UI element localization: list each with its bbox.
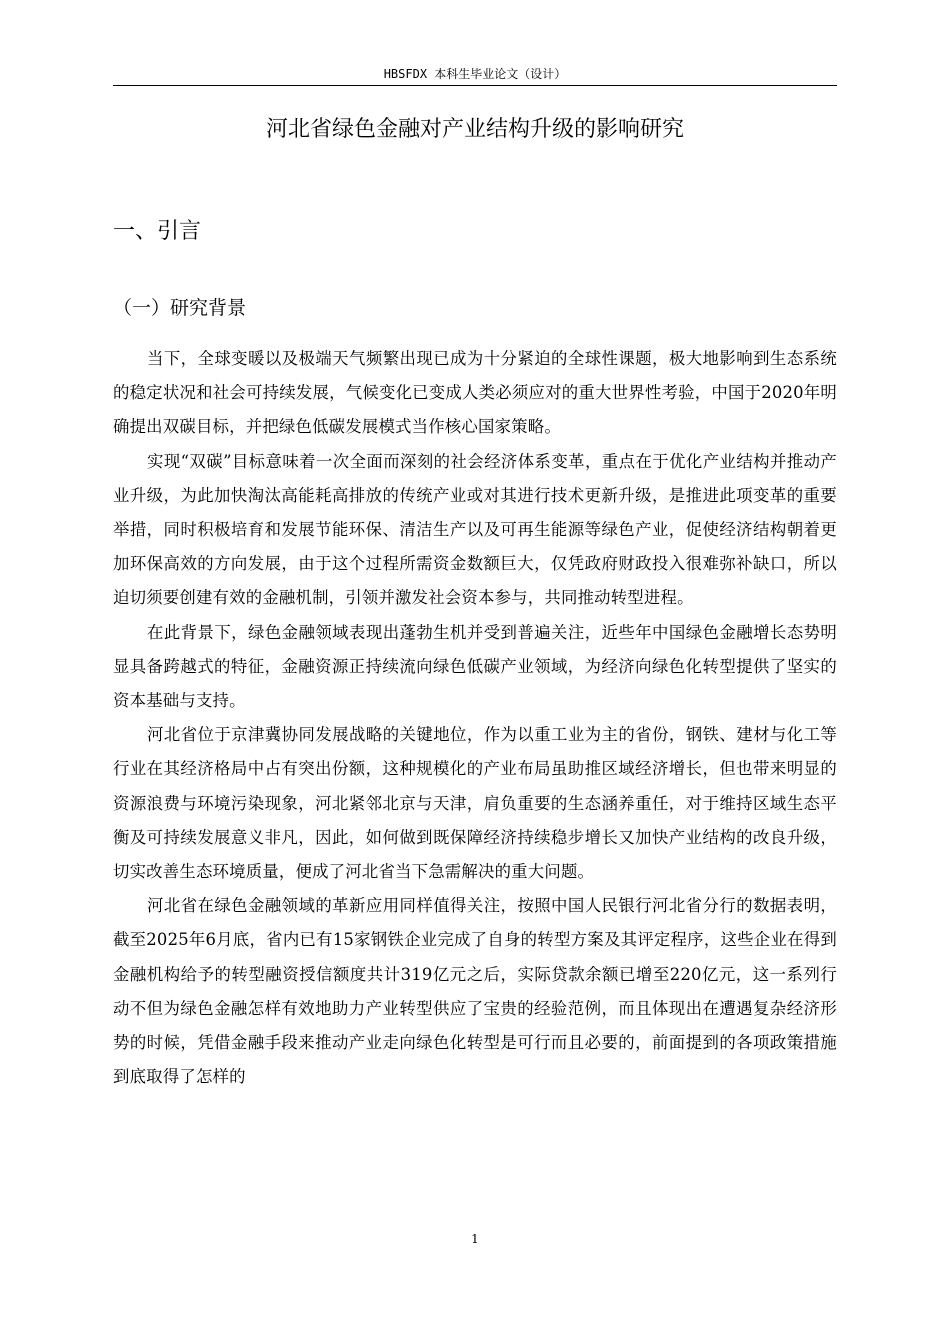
paragraph: 在此背景下，绿色金融领域表现出蓬勃生机并受到普遍关注，近些年中国绿色金融增长态势明显具备跨越式的特征，金融资源正持续流向绿色低碳产业领域，为经济向绿色化转型提供了坚实的资本基础与支持。 (113, 622, 837, 711)
paragraph: 河北省位于京津冀协同发展战略的关键地位，作为以重工业为主的省份，钢铁、建材与化工等行业在其经济格局中占有突出份额，这种规模化的产业布局虽助推区域经济增长，但也带来明显的资源浪费与环境污染现象，河北紧邻北京与天津，肩负重要的生态涵养重任，对于维持区域生态平衡及可持续发展意义非凡，因此，如何做到既保障经济持续稳步增长又加快产业结构的改良升级，切实改善生态环境质量，便成了河北省当下急需解决的重大问题。 (113, 725, 837, 882)
document-title: 河北省绿色金融对产业结构升级的影响研究 (265, 117, 684, 142)
running-header: HBSFDX 本科生毕业论文（设计） (383, 67, 567, 81)
page-number: 1 (471, 1232, 479, 1246)
paragraph: 河北省在绿色金融领域的革新应用同样值得关注，按照中国人民银行河北省分行的数据表明，截至2025年6月底，省内已有15家钢铁企业完成了自身的转型方案及其评定程序，这些企业在得到金融机构给予的转型融资授信额度共计319亿元之后，实际贷款余额已增至220亿元，这一系列行动不但为绿色金融怎样有效地助力产业转型供应了宝贵的经验范例，而且体现出在遭遇复杂经济形势的时候，凭借金融手段来推动产业走向绿色化转型是可行而且必要的，前面提到的各项政策措施到底取得了怎样的 (113, 896, 837, 1087)
section-heading: 一、引言 (113, 219, 202, 244)
paragraph: 实现“双碳”目标意味着一次全面而深刻的社会经济体系变革，重点在于优化产业结构并推动产业升级，为此加快淘汰高能耗高排放的传统产业或对其进行技术更新升级，是推进此项变革的重要举措，同时积极培育和发展节能环保、清洁生产以及可再生能源等绿色产业，促使经济结构朝着更加环保高效的方向发展，由于这个过程所需资金数额巨大，仅凭政府财政投入很难弥补缺口，所以迫切须要创建有效的金融机制，引领并激发社会资本参与，共同推动转型进程。 (113, 451, 837, 608)
body-text (113, 342, 837, 1094)
paragraph: 当下，全球变暖以及极端天气频繁出现已成为十分紧迫的全球性课题，极大地影响到生态系统的稳定状况和社会可持续发展，气候变化已变成人类必须应对的重大世界性考验，中国于2020年明确提出双碳目标，并把绿色低碳发展模式当作核心国家策略。 (113, 349, 837, 437)
subsection-heading: （一）研究背景 (113, 297, 247, 319)
header-divider (113, 85, 837, 86)
